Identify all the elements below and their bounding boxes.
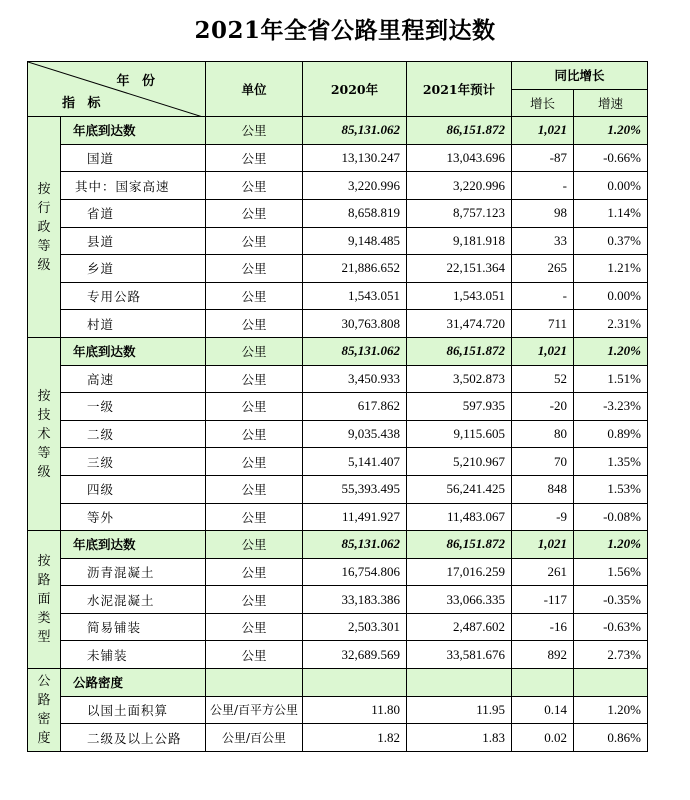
unit-cell: 公里 [206,393,303,421]
unit-cell: 公里 [206,282,303,310]
growth-value: 33 [512,227,574,255]
growth-value: -16 [512,613,574,641]
rate-value: 1.14% [574,199,648,227]
unit-cell: 公里 [206,144,303,172]
rate-value: 0.00% [574,172,648,200]
growth-value: - [512,172,574,200]
table-row [28,282,648,310]
unit-cell: 公里 [206,172,303,200]
growth-value: 80 [512,420,574,448]
value-2021: 2,487.602 [407,613,512,641]
rate-value: 1.20% [574,337,648,365]
value-2021: 86,151.872 [407,337,512,365]
growth-value: 70 [512,448,574,476]
value-2021: 17,016.259 [407,558,512,586]
table-row [28,586,648,614]
header-row-1 [28,62,648,90]
growth-value: 98 [512,199,574,227]
growth-value: 1,021 [512,337,574,365]
rate-value: 2.31% [574,310,648,338]
empty-cell [407,669,512,697]
value-2021: 3,220.996 [407,172,512,200]
value-2021: 9,181.918 [407,227,512,255]
category-label: 按技术等级 [37,388,51,480]
rate-value: 1.20% [574,531,648,559]
empty-cell [303,669,407,697]
growth-value: 892 [512,641,574,669]
value-2021: 3,502.873 [407,365,512,393]
rate-value: 1.20% [574,696,648,724]
value-2021: 22,151.364 [407,255,512,283]
row-label: 二级及以上公路 [61,724,206,752]
value-2021: 11.95 [407,696,512,724]
growth-value: 711 [512,310,574,338]
section-total-row [28,531,648,559]
growth-value: 261 [512,558,574,586]
value-2020: 13,130.247 [303,144,407,172]
unit-cell: 公里 [206,448,303,476]
rate-value: -0.66% [574,144,648,172]
table-row [28,420,648,448]
table-row [28,227,648,255]
value-2020: 1,543.051 [303,282,407,310]
unit-cell: 公里 [206,531,303,559]
page-title: 2021年全省公路里程到达数 [194,17,496,44]
row-label: 以国土面积算 [61,696,206,724]
growth-value: -117 [512,586,574,614]
row-label: 三级 [61,448,206,476]
rate-value: 1.21% [574,255,648,283]
unit-cell: 公里/百平方公里 [206,696,303,724]
diagonal-header-cell [28,62,206,117]
table-row [28,724,648,752]
rate-value: 1.35% [574,448,648,476]
value-2021: 33,066.335 [407,586,512,614]
unit-cell: 公里 [206,365,303,393]
rate-value: 0.37% [574,227,648,255]
value-2020: 11.80 [303,696,407,724]
table-row [28,613,648,641]
yoy-header: 同比增长 [512,62,648,90]
rate-value: -3.23% [574,393,648,421]
value-2021: 5,210.967 [407,448,512,476]
mileage-table [27,61,648,752]
rate-value: 1.56% [574,558,648,586]
col-2020-header: 2020年 [303,62,407,117]
total-label: 年底到达数 [61,531,206,559]
rate-value: -0.08% [574,503,648,531]
value-2020: 8,658.819 [303,199,407,227]
row-label: 高速 [61,365,206,393]
density-subheader: 公路密度 [61,669,206,697]
value-2020: 3,450.933 [303,365,407,393]
year-header: 年 份 [116,74,159,89]
total-label: 年底到达数 [61,337,206,365]
category-cell [28,337,61,530]
unit-cell: 公里 [206,310,303,338]
section-total-row [28,117,648,145]
section-total-row [28,337,648,365]
row-label: 水泥混凝土 [61,586,206,614]
value-2021: 11,483.067 [407,503,512,531]
row-label: 县道 [61,227,206,255]
value-2021: 56,241.425 [407,475,512,503]
value-2020: 30,763.808 [303,310,407,338]
value-2020: 11,491.927 [303,503,407,531]
table-row [28,199,648,227]
col-2021-header: 2021年预计 [407,62,512,117]
rate-value: 2.73% [574,641,648,669]
unit-cell: 公里 [206,641,303,669]
value-2020: 5,141.407 [303,448,407,476]
growth-value: - [512,282,574,310]
growth-value: 52 [512,365,574,393]
unit-cell: 公里 [206,117,303,145]
value-2020: 85,131.062 [303,531,407,559]
rate-value: -0.63% [574,613,648,641]
value-2021: 31,474.720 [407,310,512,338]
growth-value: 1,021 [512,531,574,559]
unit-cell: 公里 [206,586,303,614]
value-2021: 86,151.872 [407,531,512,559]
density-header-row [28,669,648,697]
rate-value: 0.00% [574,282,648,310]
row-label: 其中：国家高速 [61,172,206,200]
unit-cell: 公里 [206,613,303,641]
unit-cell: 公里 [206,503,303,531]
row-label: 乡道 [61,255,206,283]
rate-header: 增速 [574,89,648,117]
category-cell [28,531,61,669]
category-cell [28,669,61,752]
value-2021: 1.83 [407,724,512,752]
value-2020: 32,689.569 [303,641,407,669]
growth-value: 0.14 [512,696,574,724]
table-row [28,448,648,476]
table-row [28,475,648,503]
category-label: 公路密度 [37,673,51,746]
value-2020: 1.82 [303,724,407,752]
rate-value: -0.35% [574,586,648,614]
unit-cell: 公里 [206,337,303,365]
value-2020: 9,035.438 [303,420,407,448]
table-row [28,641,648,669]
rate-value: 0.86% [574,724,648,752]
empty-cell [206,669,303,697]
empty-cell [512,669,574,697]
unit-cell: 公里 [206,255,303,283]
table-row [28,365,648,393]
row-label: 国道 [61,144,206,172]
category-cell [28,117,61,338]
row-label: 一级 [61,393,206,421]
growth-header: 增长 [512,89,574,117]
value-2021: 13,043.696 [407,144,512,172]
unit-cell: 公里 [206,420,303,448]
growth-value: 1,021 [512,117,574,145]
value-2021: 597.935 [407,393,512,421]
value-2020: 2,503.301 [303,613,407,641]
row-label: 等外 [61,503,206,531]
rate-value: 1.53% [574,475,648,503]
growth-value: -20 [512,393,574,421]
growth-value: -9 [512,503,574,531]
value-2020: 3,220.996 [303,172,407,200]
row-label: 省道 [61,199,206,227]
value-2021: 8,757.123 [407,199,512,227]
table-row [28,696,648,724]
row-label: 未铺装 [61,641,206,669]
unit-cell: 公里/百公里 [206,724,303,752]
value-2021: 33,581.676 [407,641,512,669]
row-label: 四级 [61,475,206,503]
value-2020: 21,886.652 [303,255,407,283]
row-label: 村道 [61,310,206,338]
growth-value: -87 [512,144,574,172]
value-2020: 85,131.062 [303,337,407,365]
growth-value: 265 [512,255,574,283]
rate-value: 0.89% [574,420,648,448]
value-2021: 86,151.872 [407,117,512,145]
rate-value: 1.20% [574,117,648,145]
table-row [28,144,648,172]
total-label: 年底到达数 [61,117,206,145]
unit-cell: 公里 [206,227,303,255]
value-2021: 9,115.605 [407,420,512,448]
table-row [28,172,648,200]
table-row [28,255,648,283]
value-2020: 85,131.062 [303,117,407,145]
rate-value: 1.51% [574,365,648,393]
category-label: 按行政等级 [37,181,51,273]
unit-cell: 公里 [206,475,303,503]
unit-cell: 公里 [206,558,303,586]
row-label: 专用公路 [61,282,206,310]
empty-cell [574,669,648,697]
table-row [28,310,648,338]
value-2020: 617.862 [303,393,407,421]
growth-value: 848 [512,475,574,503]
unit-header: 单位 [206,62,303,117]
value-2021: 1,543.051 [407,282,512,310]
unit-cell: 公里 [206,199,303,227]
row-label: 二级 [61,420,206,448]
value-2020: 55,393.495 [303,475,407,503]
table-row [28,558,648,586]
value-2020: 9,148.485 [303,227,407,255]
row-label: 沥青混凝土 [61,558,206,586]
value-2020: 16,754.806 [303,558,407,586]
table-row [28,393,648,421]
row-label: 简易铺装 [61,613,206,641]
growth-value: 0.02 [512,724,574,752]
category-label: 按路面类型 [37,554,51,646]
indicator-header: 指 标 [62,96,105,111]
value-2020: 33,183.386 [303,586,407,614]
table-row [28,503,648,531]
